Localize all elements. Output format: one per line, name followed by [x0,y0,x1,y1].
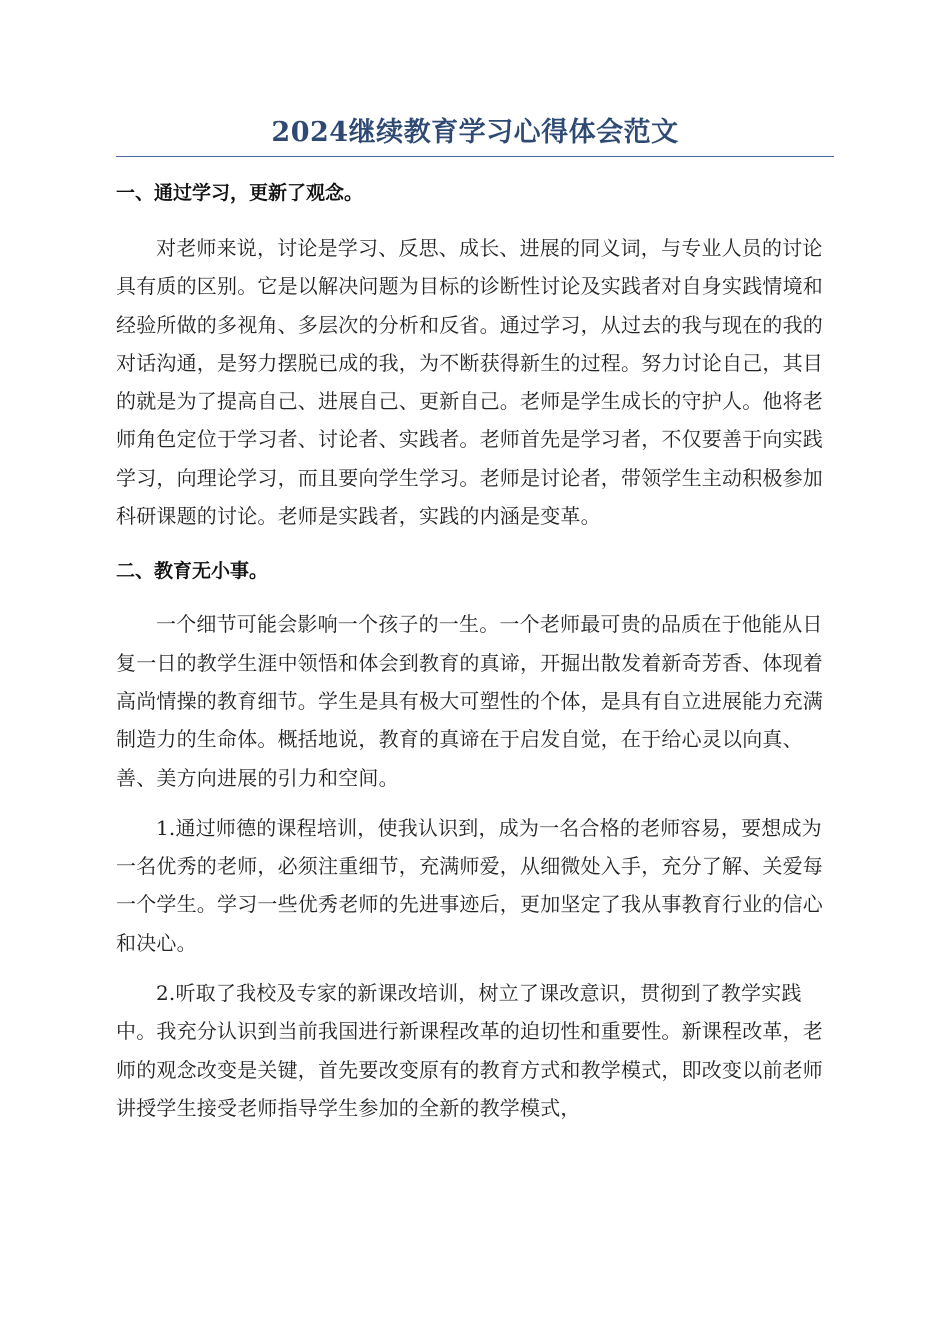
section-heading-2: 二、教育无小事。 [116,560,269,583]
document-page [116,110,834,1139]
title-underline [116,156,834,157]
section-2-paragraph-2: 1.通过师德的课程培训，使我认识到，成为一名合格的老师容易，要想成为一名优秀的老师，必须注重细节，充满师爱，从细微处入手，充分了解、关爱每一个学生。学习一些优秀老师的先进事迹后，更加坚定了我从事教育行业的信心和决心。 [116,815,823,955]
section-heading-1: 一、通过学习，更新了观念。 [116,182,364,204]
section-2-paragraph-1: 一个细节可能会影响一个孩子的一生。一个老师最可贵的品质在于他能从日复一日的教学生涯中领悟和体会到教育的真谛，开掘出散发着新奇芳香、体现着高尚情操的教育细节。学生是具有极大可塑性的个体，是具有自立进展能力充满制造力的生命体。概括地说，教育的真谛在于启发自觉，在于给心灵以向真、善、美方向进展的引力和空间。 [116,612,823,790]
section-1-paragraph-1: 对老师来说，讨论是学习、反思、成长、进展的同义词，与专业人员的讨论具有质的区别。它是以解决问题为目标的诊断性讨论及实践者对自身实践情境和经验所做的多视角、多层次的分析和反省。通过学习，从过去的我与现在的我的对话沟通，是努力摆脱已成的我，为不断获得新生的过程。努力讨论自己，其目的就是为了提高自己、进展自己、更新自己。老师是学生成长的守护人。他将老师角色定位于学习者、讨论者、实践者。老师首先是学习者，不仅要善于向实践学习，向理论学习，而且要向学生学习。老师是讨论者，带领学生主动积极参加科研课题的讨论。老师是实践者，实践的内涵是变革。 [116,236,823,529]
section-2-paragraph-3: 2.听取了我校及专家的新课改培训，树立了课改意识，贯彻到了教学实践中。我充分认识到当前我国进行新课程改革的迫切性和重要性。新课程改革，老师的观念改变是关键，首先要改变原有的教育方式和教学模式，即改变以前老师讲授学生接受老师指导学生参加的全新的教学模式， [116,981,823,1120]
document-title: 2024继续教育学习心得体会范文 [271,117,679,148]
